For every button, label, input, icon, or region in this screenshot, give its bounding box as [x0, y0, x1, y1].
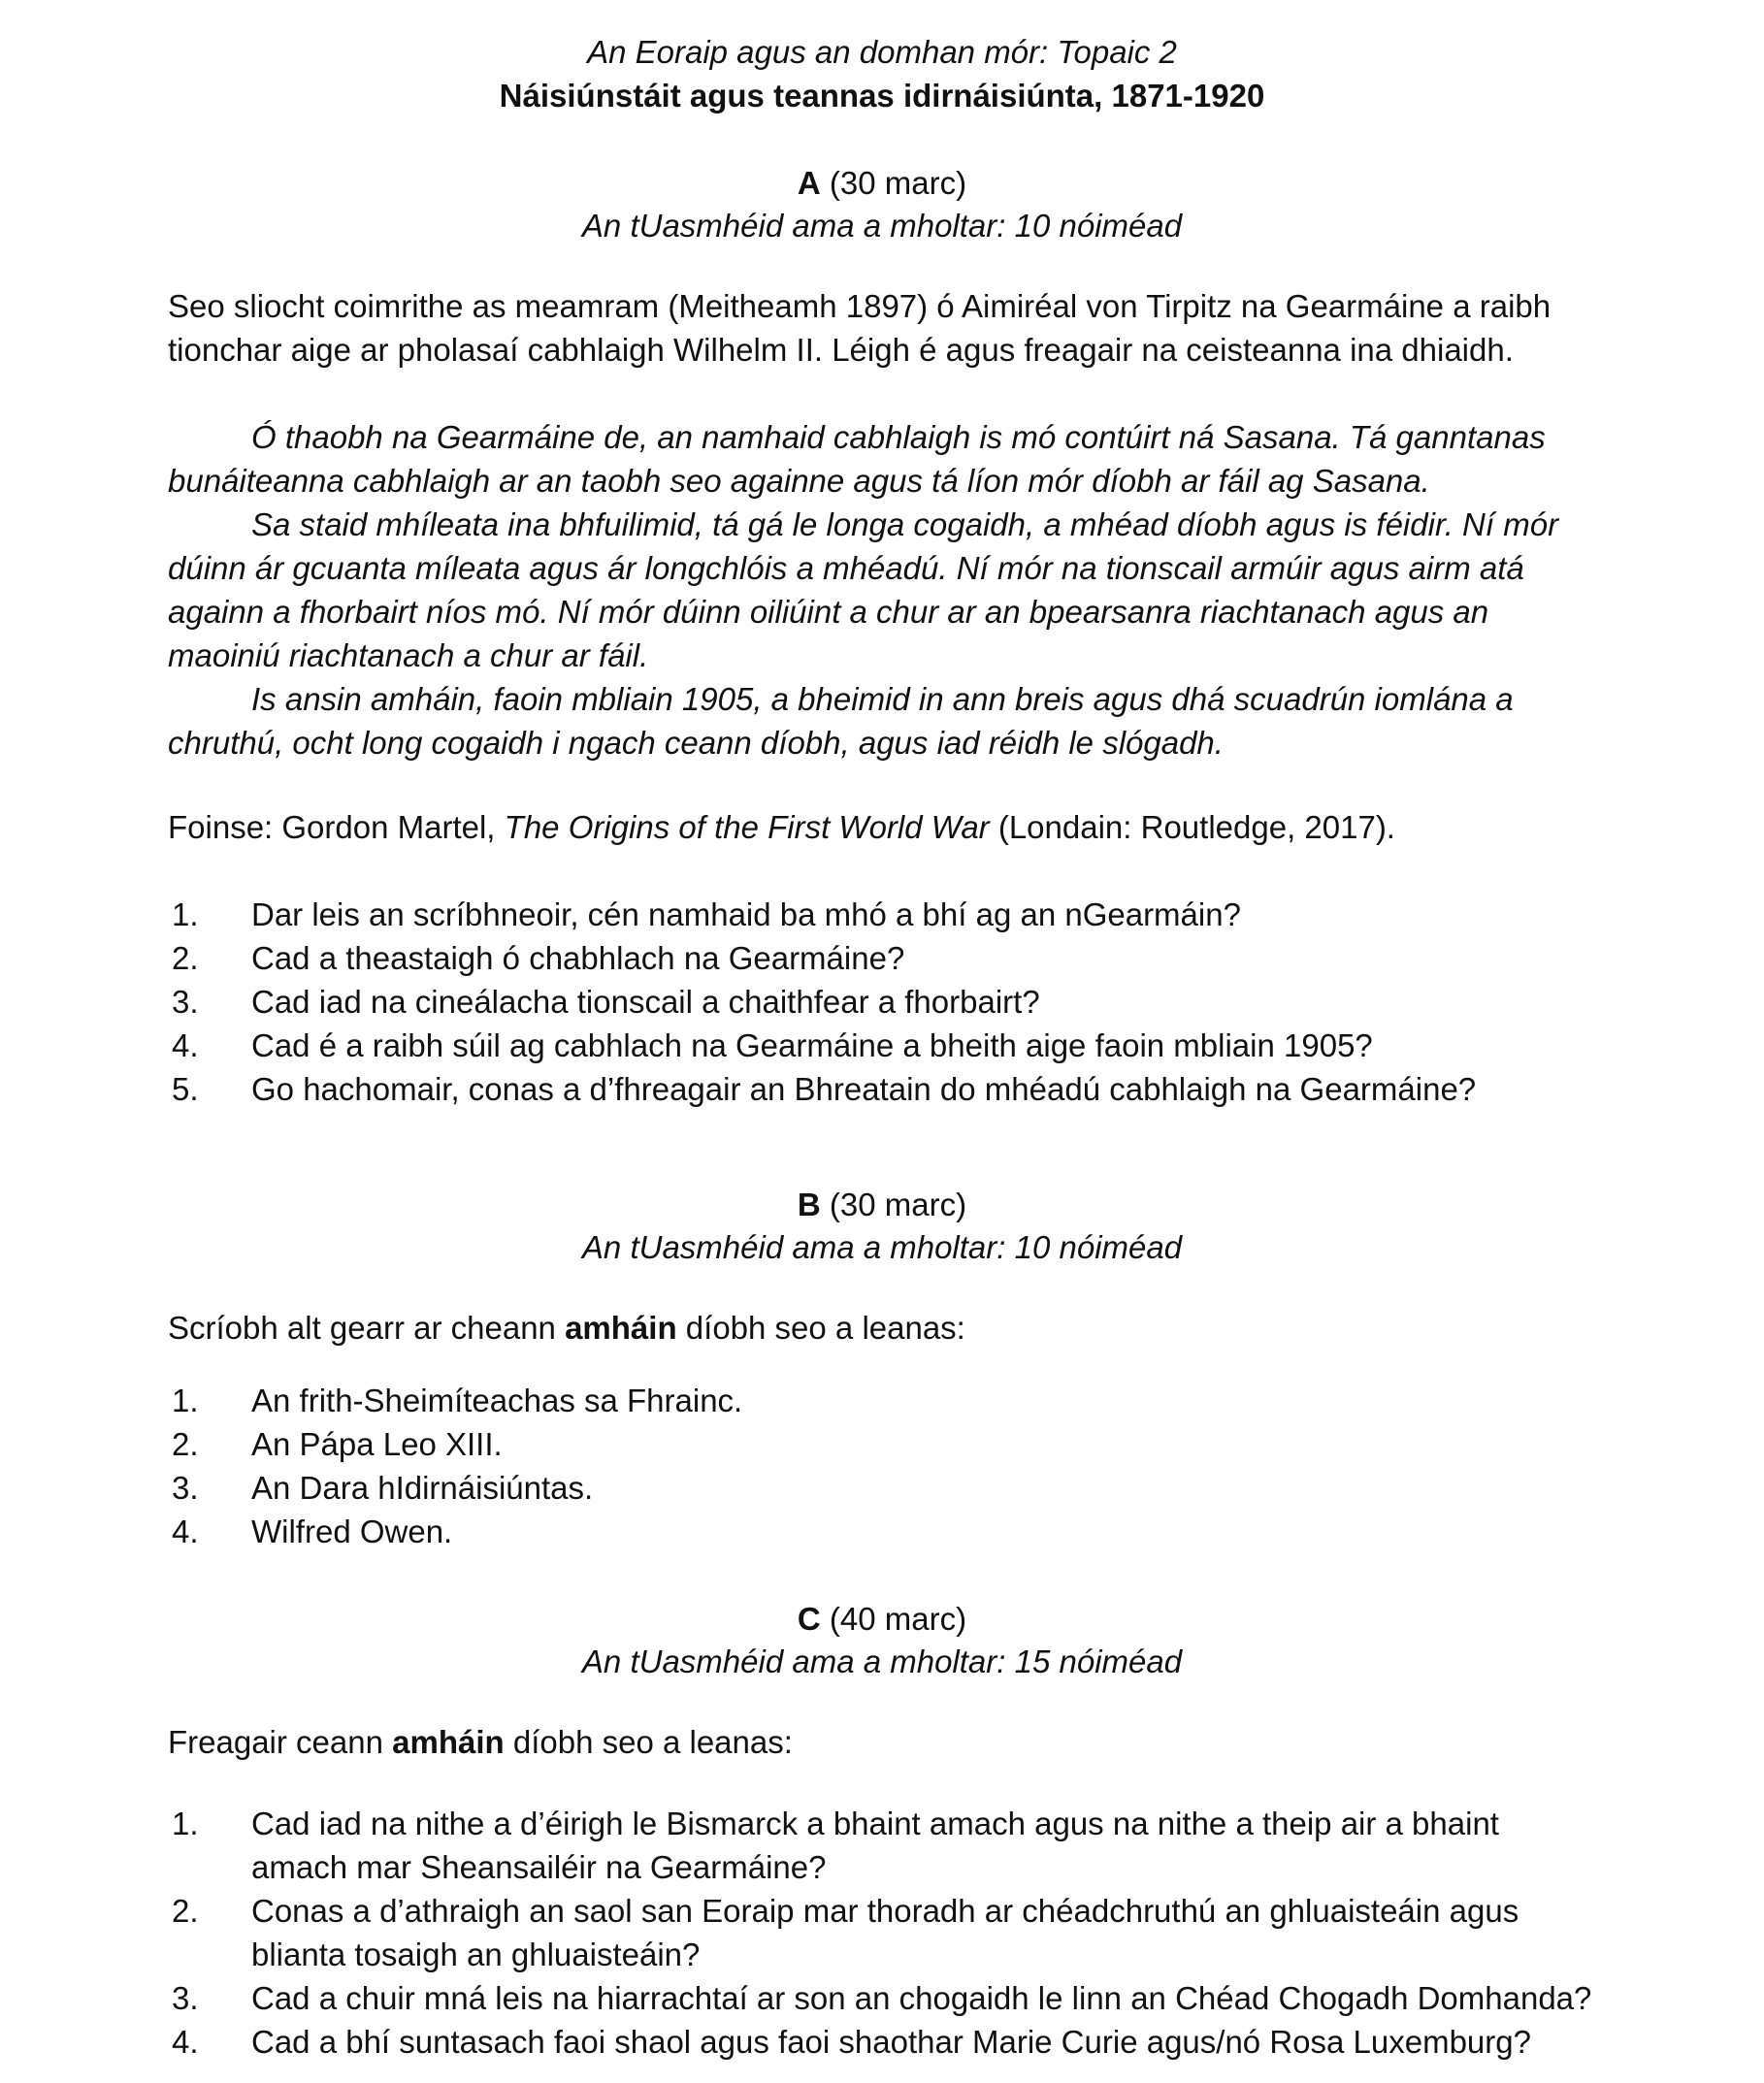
item-text: Cad a bhí suntasach faoi shaol agus faoi shaothar Marie Curie agus/nó Rosa Luxemburg? [251, 2024, 1531, 2060]
list-item [168, 1802, 1604, 1889]
section-c-time: An tUasmhéid ama a mholtar: 15 nóiméad [581, 1644, 1183, 1679]
intro-emphasis: amháin [565, 1310, 677, 1346]
item-number: 4. [172, 1027, 199, 1063]
item-text: Cad a theastaigh ó chabhlach na Gearmáine? [251, 940, 905, 976]
item-text: Go hachomair, conas a d’fhreagair an Bhreatain do mhéadú cabhlaigh na Gearmáine? [251, 1071, 1477, 1107]
source-suffix: (Londain: Routledge, 2017). [989, 809, 1395, 845]
item-text: Dar leis an scríbhneoir, cén namhaid ba mhó a bhí ag an nGearmáin? [251, 896, 1241, 932]
excerpt-paragraph: Is ansin amháin, faoin mbliain 1905, a bheimid in ann breis agus dhá scuadrún iomlána a chruthú, ocht long cogaidh i ngach ceann díobh, agus iad réidh le slógadh. [168, 681, 1514, 761]
intro-text: díobh seo a leanas: [504, 1724, 793, 1760]
item-number: 3. [172, 1980, 199, 2016]
item-text: An Dara hIdirnáisiúntas. [251, 1470, 594, 1506]
intro-emphasis: amháin [392, 1724, 505, 1760]
section-a-letter: A [797, 165, 821, 201]
section-c-items [168, 1802, 1604, 2064]
list-item [168, 1067, 1604, 1111]
section-b-marks: (30 marc) [829, 1187, 967, 1222]
list-item [168, 1510, 1604, 1553]
topic-heading: An Eoraip agus an domhan mór: Topaic 2 [587, 34, 1177, 70]
section-c-heading [0, 1598, 1764, 1641]
section-b-time: An tUasmhéid ama a mholtar: 10 nóiméad [581, 1229, 1183, 1265]
section-a-marks: (30 marc) [829, 165, 967, 201]
list-item [168, 1889, 1604, 1976]
section-a-questions [168, 893, 1604, 1111]
item-number: 5. [172, 1071, 199, 1107]
list-item [168, 980, 1604, 1024]
intro-text: Seo sliocht coimrithe as meamram (Meitheamh 1897) ó Aimiréal von Tirpitz na Gearmáine a raibh tionchar aige ar pholasaí cabhlaigh Wilhelm II. Léigh é agus freagair na ceisteanna ina dhiaidh. [168, 288, 1552, 368]
item-text: Cad é a raibh súil ag cabhlach na Gearmáine a bheith aige faoin mbliain 1905? [251, 1027, 1373, 1063]
section-b-intro [168, 1306, 1604, 1350]
item-text: Cad iad na cineálacha tionscail a chaithfear a fhorbairt? [251, 984, 1040, 1020]
item-text: Cad iad na nithe a d’éirigh le Bismarck a bhaint amach agus na nithe a theip air a bhaint amach mar Sheansailéir na Gearmáine? [251, 1806, 1499, 1885]
item-number: 1. [172, 1806, 199, 1841]
intro-text: díobh seo a leanas: [676, 1310, 965, 1346]
source-prefix: Foinse: Gordon Martel, [168, 809, 505, 845]
item-number: 4. [172, 2024, 199, 2060]
item-text: An frith-Sheimíteachas sa Fhrainc. [251, 1383, 743, 1418]
section-a-time: An tUasmhéid ama a mholtar: 10 nóiméad [581, 208, 1183, 244]
list-item [168, 1976, 1604, 2020]
list-item [168, 893, 1604, 936]
list-item [168, 1379, 1604, 1422]
list-item [168, 1024, 1604, 1067]
item-text: An Pápa Leo XIII. [251, 1426, 503, 1462]
item-number: 4. [172, 1513, 199, 1549]
item-text: Wilfred Owen. [251, 1513, 453, 1549]
section-b-heading [0, 1184, 1764, 1226]
list-item [168, 2020, 1604, 2064]
item-number: 2. [172, 940, 199, 976]
page-title: Náisiúnstáit agus teannas idirnáisiúnta, 1871-1920 [499, 78, 1265, 114]
section-c-intro [168, 1720, 1604, 1764]
section-b-letter: B [797, 1187, 821, 1222]
intro-text: Scríobh alt gearr ar cheann [168, 1310, 566, 1346]
item-number: 1. [172, 1383, 199, 1418]
excerpt-block [168, 415, 1604, 765]
intro-text: Freagair ceann [168, 1724, 393, 1760]
excerpt-paragraph: Ó thaobh na Gearmáine de, an namhaid cabhlaigh is mó contúirt ná Sasana. Tá ganntanas bunáiteanna cabhlaigh ar an taobh seo againne agus tá líon mór díobh ar fáil ag Sasana. [168, 419, 1546, 499]
item-number: 2. [172, 1893, 199, 1929]
list-item [168, 1422, 1604, 1466]
item-number: 3. [172, 1470, 199, 1506]
item-number: 2. [172, 1426, 199, 1462]
list-item [168, 1466, 1604, 1510]
item-number: 1. [172, 896, 199, 932]
section-a-intro [168, 284, 1604, 372]
item-text: Cad a chuir mná leis na hiarrachtaí ar son an chogaidh le linn an Chéad Chogadh Domhanda? [251, 1980, 1592, 2016]
source-citation [168, 805, 1604, 849]
source-title: The Origins of the First World War [504, 809, 990, 845]
section-b-items [168, 1379, 1604, 1553]
section-a-heading [0, 162, 1764, 205]
excerpt-paragraph: Sa staid mhíleata ina bhfuilimid, tá gá le longa cogaidh, a mhéad díobh agus is féidir. Ní mór dúinn ár gcuanta míleata agus ár longchlóis a mhéadú. Ní mór na tionscail armúir agus airm atá againn a fhorbairt níos mó. Ní mór dúinn oiliúint a chur ar an bpearsanra riachtanach agus an maoiniú riachtanach a chur ar fáil. [168, 506, 1559, 673]
list-item [168, 936, 1604, 980]
section-c-letter: C [797, 1601, 821, 1637]
section-c-marks: (40 marc) [829, 1601, 967, 1637]
item-number: 3. [172, 984, 199, 1020]
item-text: Conas a d’athraigh an saol san Eoraip mar thoradh ar chéadchruthú an ghluaisteáin agus blianta tosaigh an ghluaisteáin? [251, 1893, 1519, 1972]
